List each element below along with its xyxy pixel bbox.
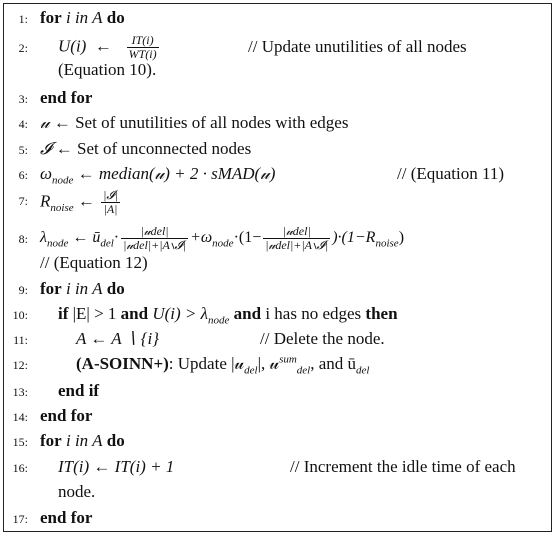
algorithm-line-13: 13: end if (12, 381, 100, 400)
algorithm-line-2-continued: (Equation 10). (58, 60, 157, 79)
algorithm-line-15: 15: for i in A do (12, 431, 125, 450)
algorithm-line-16-continued: node. (58, 482, 96, 501)
algorithm-line-3: 3: end for (18, 88, 93, 107)
algorithm-line-6: 6: $\omega_{node}$ ← median(𝓊) + 2 · sMAD(𝓊) // (Equation 11) (18, 164, 505, 187)
algorithm-line-16: 16: IT(i) ← IT(i) + 1 // Increment the idle time of each (12, 457, 516, 476)
algorithm-line-8-continued: // (Equation 12) (40, 253, 148, 272)
algorithm-line-1 (0, 6, 557, 32)
algorithm-line-10: 10: if |E| > 1 and $U(i) > \lambda_{node}$ and i has no edges then (12, 304, 398, 327)
line-comment: // Increment the idle time of each (290, 457, 516, 476)
algorithm-line-14: 14: end for (12, 406, 93, 425)
algorithm-line-17: 17: end for (12, 508, 93, 527)
line-comment: // Update unutilities of all nodes (248, 37, 467, 56)
algorithm-line-4: 4: 𝓊 ← Set of unutilities of all nodes with edges (18, 113, 349, 132)
algorithm-line-9: 9: for i in A do (18, 279, 125, 298)
algorithm-line-11: 11: A ← A ∖ {i} // Delete the node. (13, 329, 385, 348)
algorithm-line-7: 7: $R_{noise}$ ← $\frac{\text{|𝓘|}}{|A|}$ (18, 188, 118, 216)
line-code: U(i) ← $\frac{IT(i)}{WT(i)}$ (58, 33, 157, 61)
algorithm-line-12: 12: (A-SOINN+): Update |𝓊$_{del}$|, 𝓊$^{sum}_{del}$, and $ū_{del}$ (12, 353, 370, 377)
line-number: 2: (18, 41, 28, 55)
line-comment: // (Equation 11) (397, 164, 505, 183)
line-comment: // Delete the node. (260, 329, 385, 348)
line-number: 1: (18, 12, 28, 26)
line-code: for i in A do (40, 8, 125, 27)
algorithm-line-8: 8: $\lambda_{node}$ ← $ū_{del}\cdot$ $\frac{\text{|𝓊del|}}{\text{|𝓊del|+|A∖𝓘|}}$ $+\omega_{node}\cdot(1-$ $\frac{\text{|𝓊del|}}{\text{|𝓊del|+|A∖𝓘|}}$ )$\cdot(1-R_{noise})$ (18, 224, 405, 252)
algorithm-line-5: 5: 𝓘 ← Set of unconnected nodes (18, 139, 252, 158)
